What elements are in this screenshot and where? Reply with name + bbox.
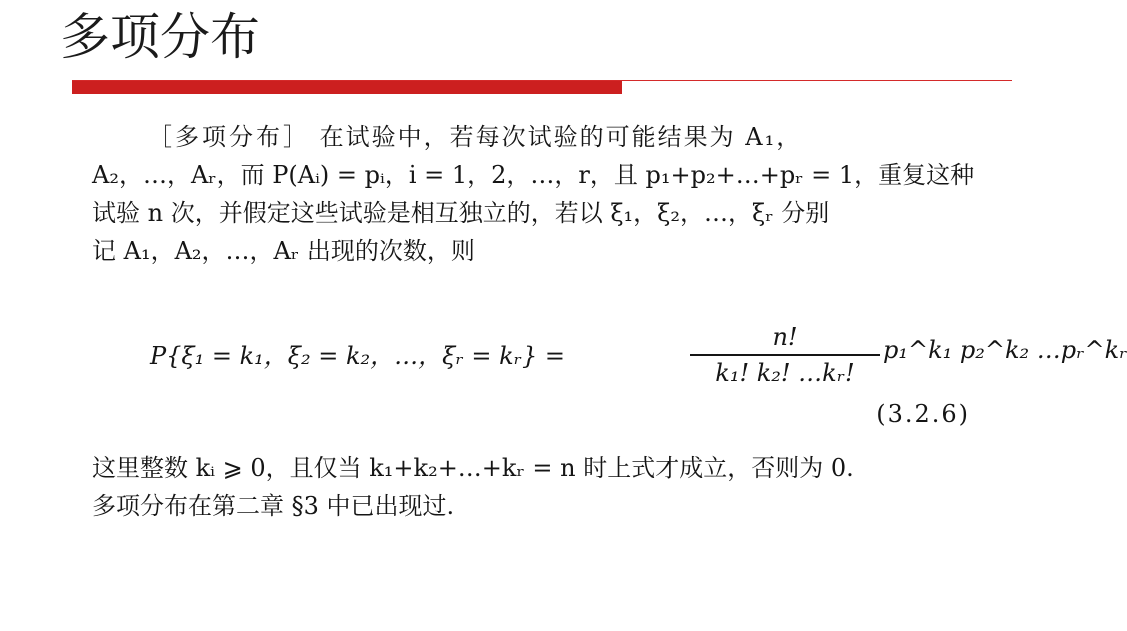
text-line-1 (92, 118, 982, 156)
remark-line-1: 这里整数 kᵢ ⩾ 0，且仅当 k₁+k₂+…+kᵣ = n 时上式才成立，否则为 0. (92, 454, 854, 482)
formula-fraction (690, 322, 880, 388)
remark-text (92, 448, 982, 524)
term-label: ［多项分布］ (148, 123, 310, 151)
fraction-denominator: k₁! k₂! …kᵣ! (715, 359, 855, 387)
definition-text (92, 118, 982, 270)
remark-line-2: 多项分布在第二章 §3 中已出现过. (92, 492, 455, 520)
text-line-2: A₂，…，Aᵣ，而 P(Aᵢ) = pᵢ，i = 1，2，…，r，且 p₁+p₂+…+pᵣ = 1，重复这种 (92, 161, 975, 189)
multinomial-formula (150, 322, 1127, 402)
fraction-bar (690, 354, 880, 356)
fraction-numerator: n! (772, 323, 798, 351)
title-accent-bar (72, 81, 622, 94)
text-line-3: 试验 n 次，并假定这些试验是相互独立的，若以 ξ₁，ξ₂，…，ξᵣ 分别 (92, 199, 830, 227)
text-line-4: 记 A₁，A₂，…，Aᵣ 出现的次数，则 (92, 237, 475, 265)
equation-number: (3.2.6) (876, 400, 970, 428)
formula-rhs: p₁^k₁ p₂^k₂ …pᵣ^kᵣ (883, 336, 1127, 364)
slide-title: 多项分布 (60, 8, 260, 66)
text-line-1-body: 在试验中，若每次试验的可能结果为 A₁， (319, 123, 803, 151)
formula-lhs: P{ξ₁ = k₁，ξ₂ = k₂，…，ξᵣ = kᵣ} = (150, 342, 565, 370)
